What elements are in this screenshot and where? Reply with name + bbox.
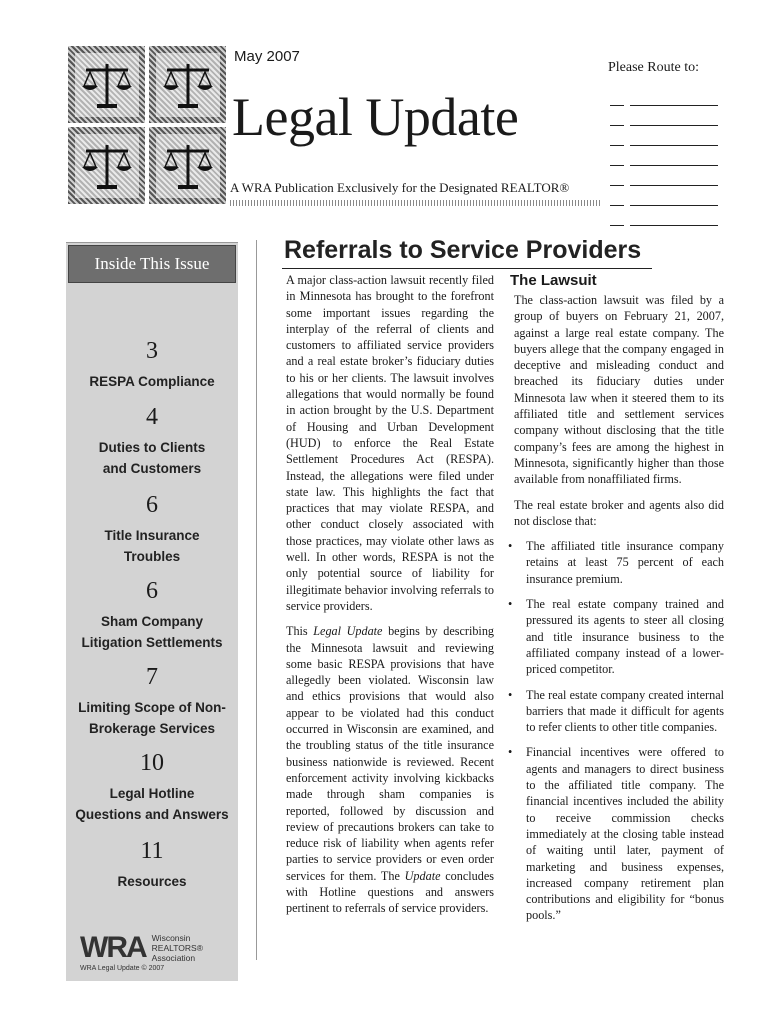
toc-page-number: 3 [146, 338, 158, 364]
article-paragraph: The real estate broker and agents also did not disclose that: [514, 497, 724, 528]
toc-entry[interactable] [66, 665, 238, 739]
sidebar-heading: Inside This Issue [68, 245, 236, 283]
logo-tile [149, 127, 226, 204]
article-column-1 [286, 272, 494, 926]
article-column-2 [514, 292, 724, 933]
toc-label: RESPA Compliance [89, 374, 215, 389]
scales-of-justice-icon [80, 141, 134, 191]
toc-page-number: 7 [146, 664, 158, 690]
route-line[interactable] [610, 206, 718, 226]
route-line[interactable] [610, 106, 718, 126]
toc-entry[interactable] [66, 339, 238, 392]
toc-label: Duties to Clients and Customers [98, 440, 206, 476]
article-paragraph: This Legal Update begins by describing the Minnesota lawsuit and reviewing some basic RESPA provisions that have allegedly been violated. Wisconsin law and ethics provisions that would also appear to be violated had this conduct occurred in Wisconsin are examined, and the troubling status of the title insurance business nationwide is reviewed. Recent enforcement activity involving kickbacks made through sham companies is reported, followed by discussion and review of precautions brokers can take to reduce risk of liability when agents refer parties to service providers or even order services for them. The Update concludes with Hotline questions and answers pertinent to referrals of service providers. [286, 624, 495, 916]
scales-of-justice-icon [80, 60, 134, 110]
wra-logo-text: WRA [80, 931, 146, 964]
toc-page-number: 11 [140, 838, 164, 864]
allegation-list [514, 538, 724, 924]
toc-page-number: 10 [140, 750, 164, 776]
toc-label: Limiting Scope of Non- Brokerage Services [78, 700, 226, 736]
route-line[interactable] [610, 186, 718, 206]
toc-entry[interactable] [66, 839, 238, 892]
issue-date: May 2007 [234, 48, 300, 65]
scales-of-justice-icon [161, 60, 215, 110]
logo-tile [68, 127, 145, 204]
wra-logo-org: Wisconsin REALTORS® Association [151, 933, 203, 963]
toc-entry[interactable] [66, 405, 238, 479]
toc-label: Resources [117, 874, 187, 889]
toc-entry[interactable] [66, 579, 238, 653]
toc-page-number: 6 [146, 492, 158, 518]
list-item: • Financial incentives were offered to agents and managers to direct business to the affiliated title company. The financial incentives included the ability to receive commission checks immediately at the closing table instead of waiting until later, payment of marketing and business expenses, increased company retirement plan contributions and eligibility for “bonus pools.” [514, 744, 724, 923]
toc-entry[interactable] [66, 493, 238, 567]
copyright-notice: WRA Legal Update © 2007 [80, 965, 165, 972]
headline-rule [282, 268, 652, 269]
scales-of-justice-icon [161, 141, 215, 191]
column-divider [256, 240, 257, 960]
inside-this-issue-sidebar [66, 242, 238, 981]
route-line[interactable] [610, 166, 718, 186]
route-lines [610, 86, 718, 226]
list-item: • The real estate company trained and pressured its agents to steer all closing and title insurance business to the affiliated company instead of a lower-priced competitor. [514, 596, 724, 677]
logo-tile [149, 46, 226, 123]
newsletter-title: Legal Update [232, 87, 519, 147]
route-line[interactable] [610, 146, 718, 166]
route-label: Please Route to: [608, 60, 699, 75]
article-paragraph: The class-action lawsuit was filed by a group of buyers on February 21, 2007, against a large real estate company. The buyers allege that the company engaged in deceptive and misleading conduct and breached its fiduciary duties under Minnesota law when it steered them to its affiliated title and settlement services company without disclosing that the title company’s fees are among the highest in Minnesota, significantly higher than those available from nonaffiliated firms. [514, 293, 724, 487]
toc-label: Sham Company Litigation Settlements [81, 614, 223, 650]
article-paragraph: A major class-action lawsuit recently filed in Minnesota has brought to the forefront some important issues regarding the interplay of the referral of clients and customers to affiliated service providers and a real estate broker’s fiduciary duties to his or her clients. The lawsuit involves allegations that would normally be found in action brought by the U.S. Department of Housing and Urban Development (HUD) to enforce the Real Estate Settlement Procedures Act (RESPA). Instead, the allegations were filed under state law. This highlights the fact that practices that may violate RESPA, and other conduct closely associated with those practices, may violate other laws as well. In other words, RESPA is not the only potential source of liability for illegitimate behavior involving referrals to service providers. [286, 273, 494, 613]
list-item: • The real estate company created internal barriers that made it difficult for agents to refer clients to other title companies. [514, 687, 724, 736]
section-heading-lawsuit: The Lawsuit [510, 272, 597, 289]
article-headline: Referrals to Service Providers [284, 236, 642, 264]
toc-page-number: 4 [146, 404, 158, 430]
toc-label: Legal Hotline Questions and Answers [75, 786, 229, 822]
toc-page-number: 6 [146, 578, 158, 604]
route-line[interactable] [610, 86, 718, 106]
wra-logo [80, 931, 203, 965]
toc-entry[interactable] [66, 751, 238, 825]
newsletter-subtitle: A WRA Publication Exclusively for the Designated REALTOR® [230, 180, 570, 195]
toc-label: Title Insurance Troubles [104, 528, 200, 564]
masthead-logo [68, 46, 226, 204]
route-line[interactable] [610, 126, 718, 146]
list-item: • The affiliated title insurance company retains at least 75 percent of each insurance premium. [514, 538, 724, 587]
logo-tile [68, 46, 145, 123]
masthead-rule [230, 200, 602, 206]
